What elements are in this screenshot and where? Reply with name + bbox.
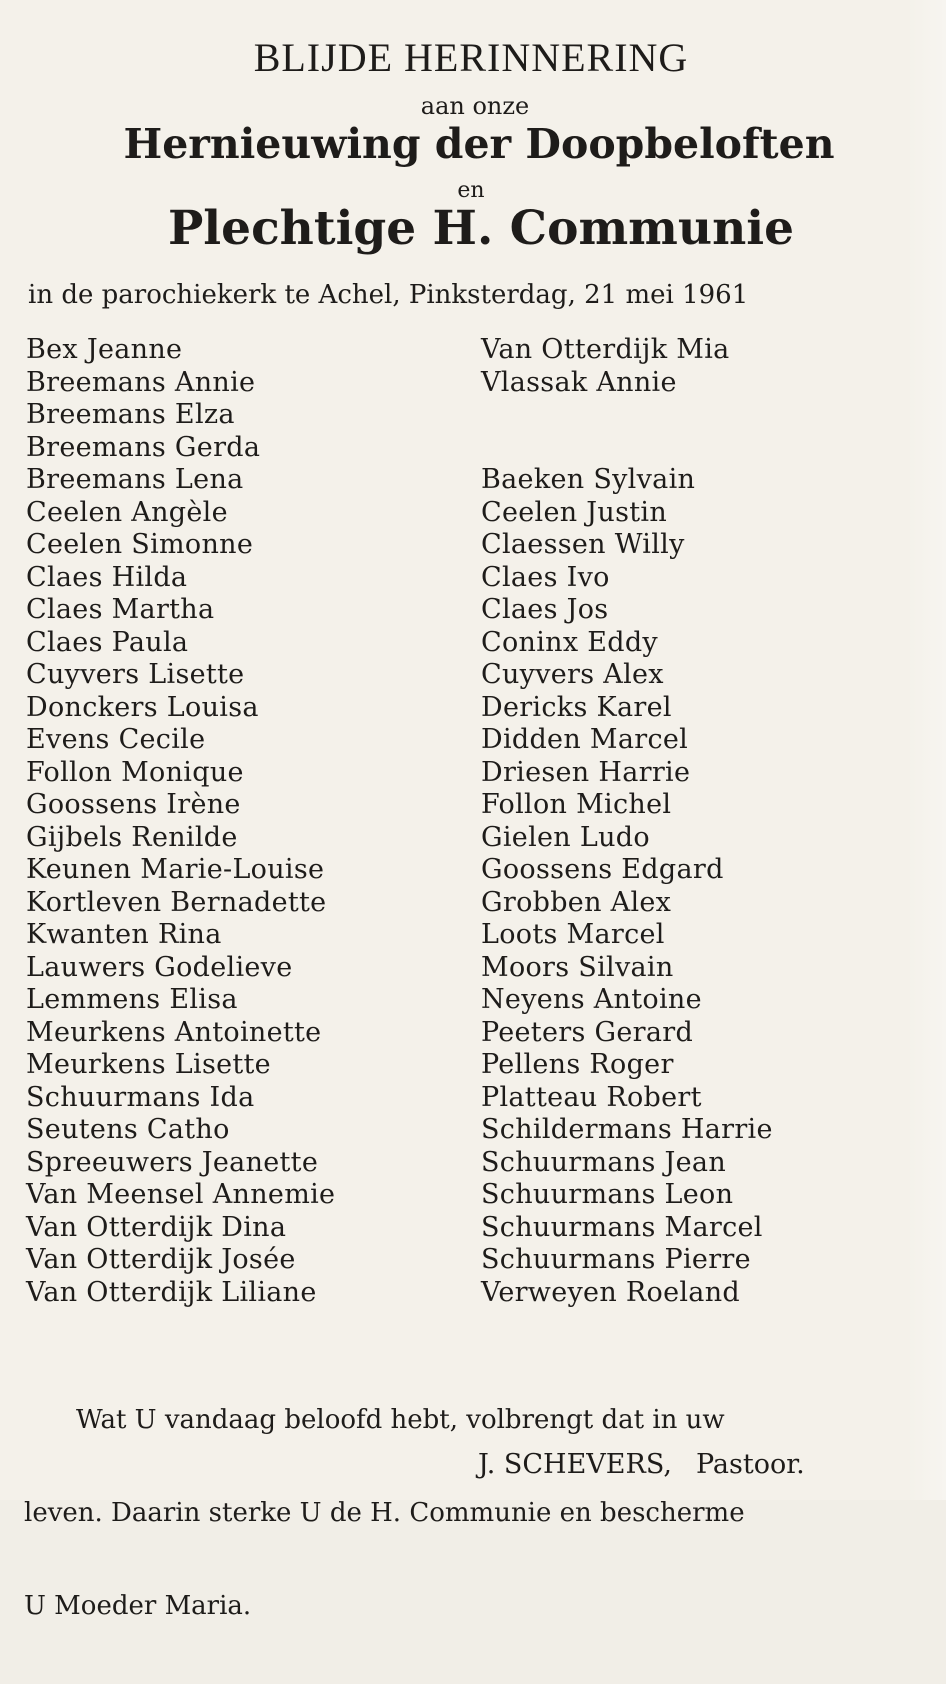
list-item: Gijbels Renilde [26,821,238,853]
list-item: Meurkens Antoinette [26,1016,322,1048]
list-item: Didden Marcel [481,724,689,755]
list-item: Lauwers Godelieve [26,951,293,983]
right-name-list [481,334,773,1309]
list-item: Van Meensel Annemie [26,1179,336,1210]
list-item: Follon Monique [26,756,244,788]
list-spacer [481,432,773,465]
list-item: Moors Silvain [481,951,674,983]
list-item: Verweyen Roeland [481,1276,740,1308]
signature-name: J. SCHEVERS, [478,1449,672,1480]
card-subtitle-aan-onze: aan onze [420,92,530,120]
list-item: Peeters Gerard [481,1016,694,1048]
signature [478,1449,805,1480]
list-item: Goossens Irène [26,789,241,820]
list-item: Bex Jeanne [26,334,183,365]
list-item: Van Otterdijk Liliane [26,1276,317,1308]
list-item: Donckers Louisa [26,691,259,723]
list-item: Goossens Edgard [481,854,724,885]
list-item: Schildermans Harrie [481,1114,773,1145]
list-item: Baeken Sylvain [481,464,696,495]
list-item: Schuurmans Marcel [481,1211,763,1243]
list-item: Pellens Roger [481,1049,674,1080]
list-spacer [481,399,773,432]
list-item: Neyens Antoine [481,984,702,1015]
list-item: Driesen Harrie [481,756,691,788]
girls-name-list [26,334,335,1309]
list-item: Van Otterdijk Josée [26,1244,296,1275]
event-location-date: in de parochiekerk te Achel, Pinksterdag, 21 mei 1961 [28,280,749,310]
list-item: Breemans Elza [26,399,235,430]
list-item: Seutens Catho [26,1114,230,1145]
list-item: Follon Michel [481,789,672,820]
list-item: Schuurmans Ida [26,1081,255,1113]
list-item: Vlassak Annie [481,366,677,398]
signature-title: Pastoor. [695,1449,805,1480]
closing-line: leven. Daarin sterke U de H. Communie en bescherme [24,1498,745,1528]
list-item: Claes Jos [481,594,609,625]
list-item: Lemmens Elisa [26,984,238,1015]
list-item: Schuurmans Leon [481,1179,734,1210]
list-item: Claes Paula [26,626,189,658]
list-item: Loots Marcel [481,919,665,950]
list-item: Cuyvers Lisette [26,659,245,690]
list-item: Schuurmans Pierre [481,1244,751,1275]
list-item: Kwanten Rina [26,919,222,950]
list-item: Breemans Lena [26,464,244,495]
card-title: BLIJDE HERINNERING [253,35,689,80]
card-heading-doopbeloften: Hernieuwing der Doopbeloften [123,120,835,168]
list-item: Claes Ivo [481,561,610,593]
list-item: Van Otterdijk Dina [26,1211,287,1243]
list-item: Coninx Eddy [481,626,658,658]
list-item: Gielen Ludo [481,821,650,853]
card-conjunction-en: en [457,178,485,203]
list-item: Keunen Marie-Louise [26,854,325,885]
list-item: Evens Cecile [26,724,206,755]
closing-line: Wat U vandaag beloofd hebt, volbrengt dat in uw [76,1405,725,1435]
list-item: Grobben Alex [481,886,672,918]
list-item: Ceelen Simonne [26,529,254,560]
list-item: Ceelen Justin [481,496,668,528]
list-item: Claessen Willy [481,529,685,560]
list-item: Spreeuwers Jeanette [26,1146,319,1178]
list-item: Dericks Karel [481,691,672,723]
list-item: Breemans Gerda [26,431,261,463]
list-item: Meurkens Lisette [26,1049,271,1080]
list-item: Claes Martha [26,594,215,625]
list-item: Claes Hilda [26,561,188,593]
list-item: Kortleven Bernadette [26,886,327,918]
list-item: Schuurmans Jean [481,1146,727,1178]
card-heading-communie: Plechtige H. Communie [167,201,795,256]
closing-message [24,1343,884,1684]
list-item: Cuyvers Alex [481,659,664,690]
list-item: Van Otterdijk Mia [481,334,730,365]
list-item: Breemans Annie [26,366,256,398]
list-item: Platteau Robert [481,1081,702,1113]
list-item: Ceelen Angèle [26,496,228,528]
closing-line: U Moeder Maria. [24,1591,252,1621]
